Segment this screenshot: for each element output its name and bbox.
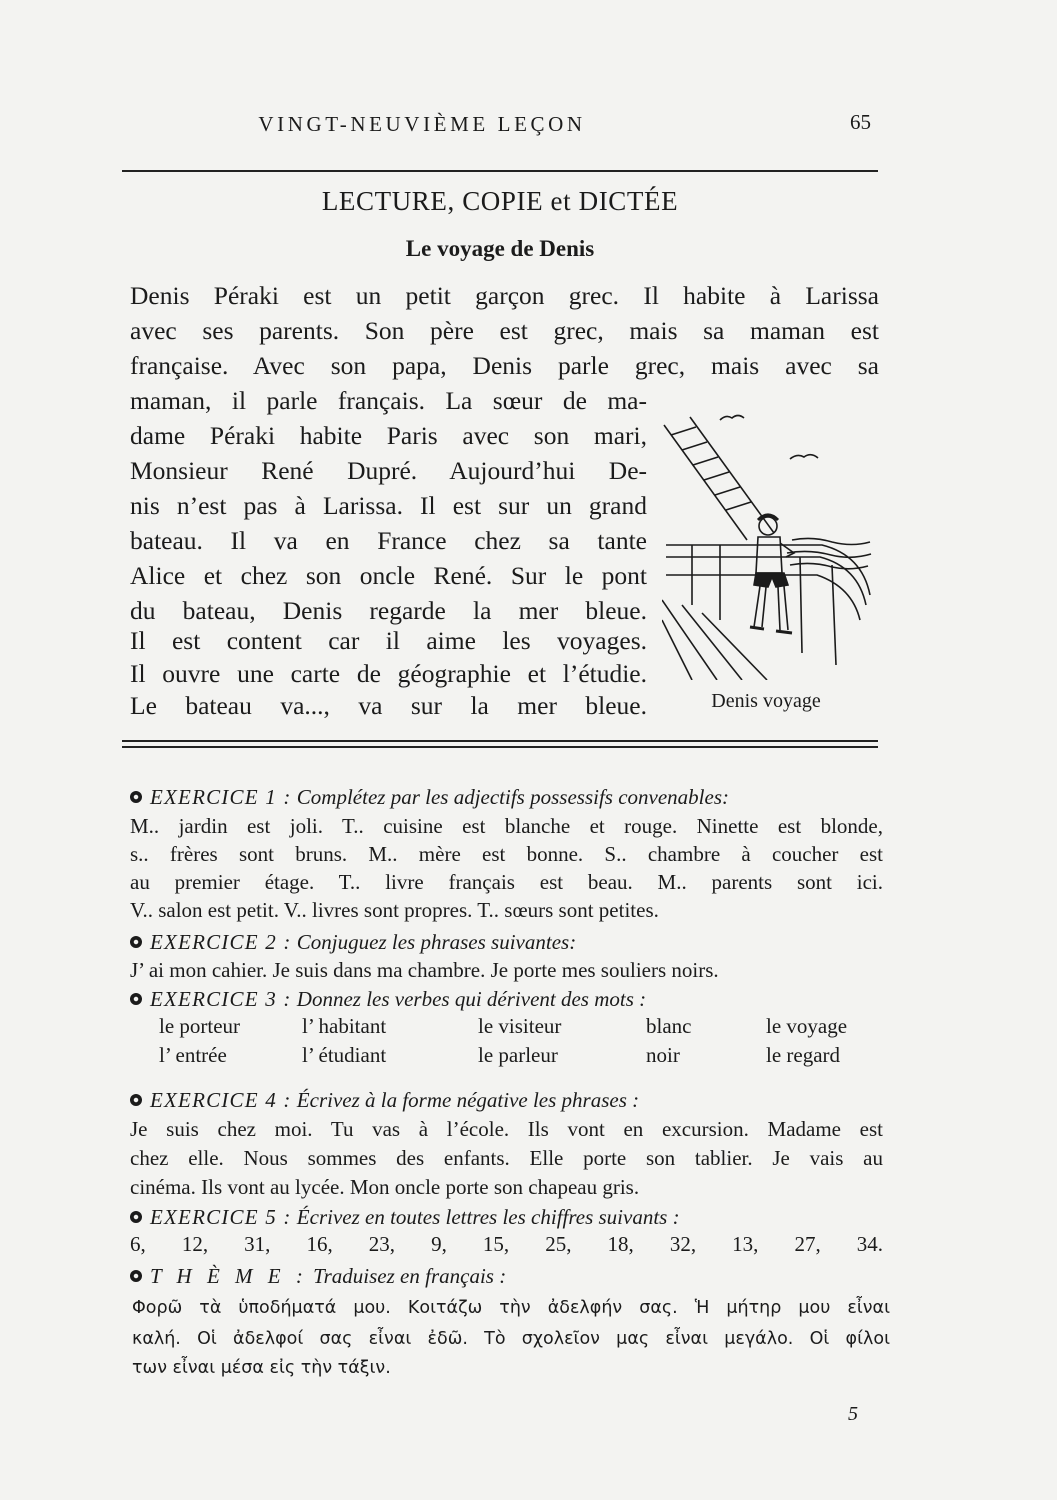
exercise-4-line: cinéma. Ils vont au lycée. Mon oncle porte son chapeau gris. — [130, 1175, 640, 1199]
running-head: VINGT-NEUVIÈME LEÇON — [258, 112, 586, 136]
exercise-1-label: EXERCICE 1 : — [150, 785, 292, 809]
passage-line: Il ouvre une carte de géographie et l’étudie. — [130, 659, 647, 688]
word-cell: le parleur — [478, 1043, 558, 1067]
word-cell: le visiteur — [478, 1014, 562, 1038]
passage-line: Monsieur René Dupré. Aujourd’hui De- — [130, 456, 647, 485]
exercise-4-line: Je suis chez moi. Tu vas à l’école. Ils vont en excursion. Madame est — [130, 1117, 883, 1141]
exercise-1-line: M.. jardin est joli. T.. cuisine est blanche et rouge. Ninette est blonde, — [130, 814, 883, 838]
word-cell: l’ habitant — [302, 1014, 387, 1038]
word-cell: le voyage — [766, 1014, 848, 1038]
passage-line: française. Avec son papa, Denis parle grec, mais avec sa — [130, 351, 879, 380]
exercise-4-line: chez elle. Nous sommes des enfants. Elle porte son tablier. Je vais au — [130, 1146, 883, 1170]
word-cell: le regard — [766, 1043, 841, 1067]
number-item: 16, — [306, 1232, 333, 1256]
signature-number: 5 — [848, 1403, 858, 1425]
theme-heading — [130, 1263, 883, 1290]
passage-line: Denis Péraki est un petit garçon grec. Il habite à Larissa — [130, 281, 879, 310]
story-title: Le voyage de Denis — [405, 236, 595, 261]
passage-line: Le bateau va..., va sur la mer bleue. — [130, 691, 647, 720]
exercise-5-instruction: Écrivez en toutes lettres les chiffres suivants : — [296, 1205, 680, 1229]
seagull-icon — [720, 416, 744, 421]
passage-line: nis n’est pas à Larissa. Il est sur un grand — [130, 491, 647, 520]
exercise-4-label: EXERCICE 4 : — [150, 1088, 292, 1112]
top-rule — [122, 170, 878, 172]
exercise-2-heading — [130, 929, 883, 956]
number-item: 9, — [431, 1232, 447, 1256]
number-item: 31, — [244, 1232, 271, 1256]
exercise-2-label: EXERCICE 2 : — [150, 930, 292, 954]
exercise-3-row — [130, 1043, 883, 1071]
theme-label: T H È M E : — [150, 1264, 308, 1288]
exercise-4-instruction: Écrivez à la forme négative les phrases : — [296, 1088, 640, 1112]
word-cell: le porteur — [159, 1014, 241, 1038]
exercise-1-line: au premier étage. T.. livre français est beau. M.. parents sont ici. — [130, 870, 883, 894]
boy-on-ship-illustration — [662, 405, 872, 680]
exercise-1-instruction: Complétez par les adjectifs possessifs convenables: — [296, 785, 729, 809]
divider-rule — [122, 740, 878, 742]
page-number: 65 — [850, 110, 871, 134]
theme-greek-line: Φορῶ τὰ ὑποδήματά μου. Κοιτάζω τὴν ἀδελφήν σας. Ἡ μήτηρ μου εἶναι — [132, 1298, 890, 1318]
number-item: 13, — [732, 1232, 759, 1256]
divider-rule — [122, 746, 878, 748]
exercise-4-heading — [130, 1087, 883, 1114]
word-cell: blanc — [646, 1014, 692, 1038]
theme-instruction: Traduisez en français : — [313, 1264, 507, 1288]
number-item: 15, — [482, 1232, 510, 1256]
passage-line: Alice et chez son oncle René. Sur le pont — [130, 561, 647, 590]
exercise-1-line: s.. frères sont bruns. M.. mère est bonne. S.. chambre à coucher est — [130, 842, 883, 866]
exercise-3-heading — [130, 986, 883, 1013]
exercise-2-line: J’ ai mon cahier. Je suis dans ma chambre. Je porte mes souliers noirs. — [130, 958, 719, 982]
number-item: 23, — [368, 1232, 395, 1256]
number-item: 25, — [545, 1232, 572, 1256]
passage-line: avec ses parents. Son père est grec, mais sa maman est — [130, 316, 879, 345]
number-item: 6, — [130, 1232, 146, 1256]
passage-line: Il est content car il aime les voyages. — [130, 626, 647, 655]
number-item: 18, — [607, 1232, 634, 1256]
passage-line: du bateau, Denis regarde la mer bleue. — [130, 596, 647, 625]
bullet-icon — [130, 1094, 142, 1106]
bullet-icon — [130, 993, 142, 1005]
passage-line: dame Péraki habite Paris avec son mari, — [130, 421, 647, 450]
bullet-icon — [130, 791, 142, 803]
theme-greek-line: καλή. Οἱ ἀδελφοί σας εἶναι ἐδῶ. Τὸ σχολεῖον μας εἶναι μεγάλο. Οἱ φίλοι — [132, 1329, 890, 1349]
word-cell: l’ étudiant — [302, 1043, 387, 1067]
word-cell: noir — [646, 1043, 680, 1067]
bullet-icon — [130, 1211, 142, 1223]
passage-line: maman, il parle français. La sœur de ma- — [130, 386, 647, 415]
exercise-2-instruction: Conjuguez les phrases suivantes: — [296, 930, 577, 954]
exercise-1-line: V.. salon est petit. V.. livres sont propres. T.. sœurs sont petites. — [130, 898, 659, 922]
passage-line: bateau. Il va en France chez sa tante — [130, 526, 647, 555]
exercise-3-label: EXERCICE 3 : — [150, 987, 292, 1011]
exercise-3-row — [130, 1014, 883, 1042]
number-item: 12, — [181, 1232, 209, 1256]
exercise-5-label: EXERCICE 5 : — [150, 1205, 292, 1229]
exercise-5-heading — [130, 1204, 883, 1231]
bullet-icon — [130, 936, 142, 948]
word-cell: l’ entrée — [159, 1043, 227, 1067]
number-item: 32, — [669, 1232, 697, 1256]
number-item: 27, — [794, 1232, 821, 1256]
illustration-caption: Denis voyage — [711, 690, 821, 712]
section-title: LECTURE, COPIE et DICTÉE — [321, 186, 679, 216]
exercise-5-numbers — [130, 1232, 883, 1257]
theme-greek-line: των εἶναι μέσα εἰς τὴν τάξιν. — [132, 1358, 391, 1378]
exercise-1-heading — [130, 784, 883, 811]
number-item: 34. — [856, 1232, 883, 1256]
bullet-icon — [130, 1270, 142, 1282]
seagull-icon — [790, 455, 818, 459]
exercise-3-instruction: Donnez les verbes qui dérivent des mots : — [296, 987, 647, 1011]
